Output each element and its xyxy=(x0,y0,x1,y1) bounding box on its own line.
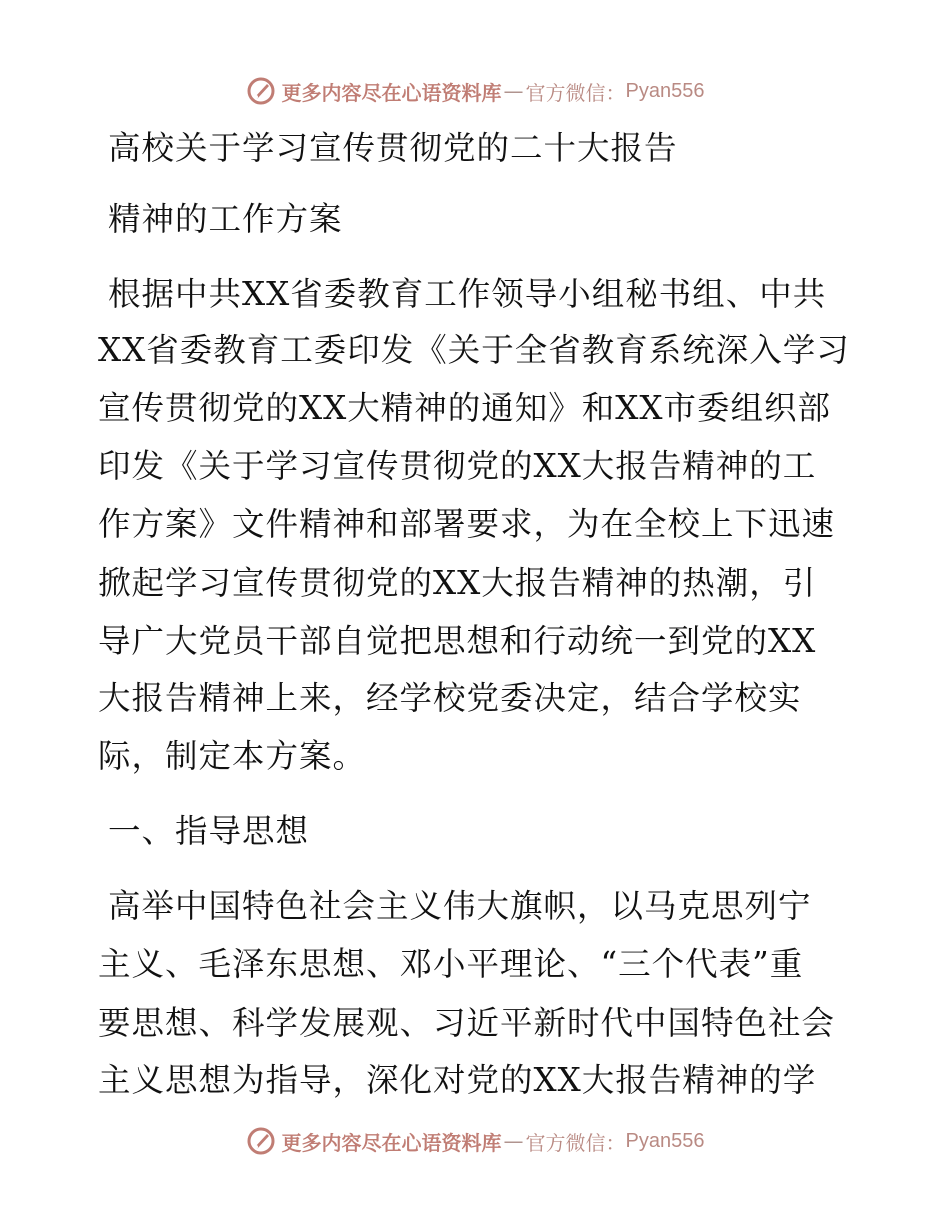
paragraph-line: 导广大党员干部自觉把思想和行动统一到党的XX xyxy=(98,622,817,660)
paragraph-line: 印发《关于学习宣传贯彻党的XX大报告精神的工 xyxy=(98,447,817,485)
document-title-line-2: 精神的工作方案 xyxy=(108,200,343,238)
section-heading-guiding-ideology: 一、指导思想 xyxy=(108,812,310,850)
watermark-dash: — xyxy=(503,79,524,103)
paragraph-line: XX省委教育工委印发《关于全省教育系统深入学习 xyxy=(98,331,850,369)
header-watermark xyxy=(0,71,950,111)
paragraph-line: 作方案》文件精神和部署要求，为在全校上下迅速 xyxy=(98,505,836,543)
watermark-dash: — xyxy=(503,1129,524,1153)
quill-logo-icon xyxy=(246,1126,276,1156)
paragraph-line: 高举中国特色社会主义伟大旗帜，以马克思列宁 xyxy=(108,887,812,925)
watermark-sub-text: 官方微信： xyxy=(525,1130,626,1155)
watermark-main-text: 更多内容尽在心语资料库 xyxy=(281,1130,502,1155)
paragraph-line: 宣传贯彻党的XX大精神的通知》和XX市委组织部 xyxy=(98,389,832,427)
watermark-main-text: 更多内容尽在心语资料库 xyxy=(281,80,502,105)
watermark-sub-text: 官方微信： xyxy=(525,80,626,105)
paragraph-line: 掀起学习宣传贯彻党的XX大报告精神的热潮，引 xyxy=(98,564,817,602)
footer-watermark xyxy=(0,1121,950,1161)
paragraph-line: 要思想、科学发展观、习近平新时代中国特色社会 xyxy=(98,1004,836,1042)
paragraph-line: 大报告精神上来，经学校党委决定，结合学校实 xyxy=(98,679,802,717)
watermark-wechat-id: Pyan556 xyxy=(625,79,705,102)
paragraph-line: 主义思想为指导，深化对党的XX大报告精神的学 xyxy=(98,1061,817,1099)
paragraph-line: 际，制定本方案。 xyxy=(98,737,367,775)
document-title-line-1: 高校关于学习宣传贯彻党的二十大报告 xyxy=(108,129,678,167)
quill-logo-icon xyxy=(246,76,276,106)
watermark-wechat-id: Pyan556 xyxy=(625,1129,705,1152)
paragraph-line: 根据中共XX省委教育工作领导小组秘书组、中共 xyxy=(108,275,827,313)
paragraph-line: 主义、毛泽东思想、邓小平理论、“三个代表”重 xyxy=(98,945,804,983)
